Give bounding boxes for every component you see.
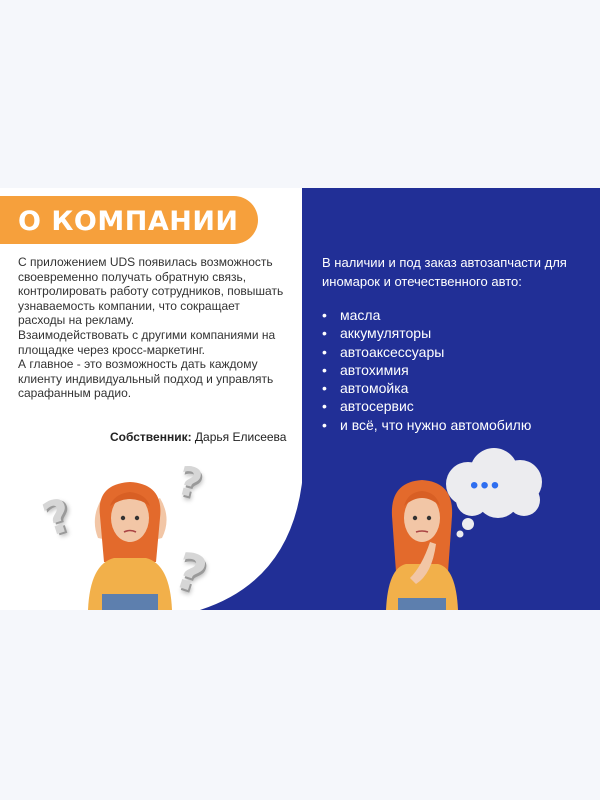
title-banner — [0, 196, 258, 244]
products-list — [322, 306, 531, 434]
about-text — [18, 255, 286, 401]
list-item — [322, 397, 531, 415]
bullet-icon: • — [322, 361, 327, 378]
bullet-icon: • — [322, 416, 327, 433]
list-item-label: автоаксессуары — [340, 343, 445, 360]
owner-line — [110, 430, 286, 444]
bullet-icon: • — [322, 325, 327, 342]
confused-girl-illustration — [80, 478, 180, 610]
list-item — [322, 306, 531, 324]
bullet-icon: • — [322, 307, 327, 323]
list-item — [322, 361, 531, 379]
thought-dots-icon: ••• — [470, 472, 502, 499]
list-item — [322, 379, 531, 397]
bullet-icon: • — [322, 380, 327, 397]
question-mark-icon: ? — [172, 457, 207, 509]
thinking-girl-illustration — [382, 478, 462, 610]
list-item-label: масла — [340, 307, 381, 323]
about-paragraph: А главное - это возможность дать каждому клиенту индивидуальный подход и управлять сарафанным радио. — [18, 357, 274, 401]
bullet-icon: • — [322, 343, 327, 360]
page-title: О КОМПАНИИ — [18, 206, 239, 237]
list-item — [322, 324, 531, 342]
list-item-label: и всё, что нужно автомобилю — [340, 416, 532, 433]
owner-name: Дарья Елисеева — [194, 430, 287, 444]
question-mark-icon: ? — [36, 487, 79, 547]
owner-label: Собственник: — [110, 430, 192, 444]
list-item-label: автомойка — [340, 380, 409, 397]
list-item-label: автосервис — [340, 398, 414, 415]
list-item — [322, 416, 531, 434]
about-paragraph: С приложением UDS появилась возможность своевременно получать обратную связь, контролировать работу сотрудников, повышать узнаваемость компании, что сокращает расходы на рекламу. — [18, 255, 284, 328]
list-item — [322, 343, 531, 361]
question-mark-icon: ? — [167, 540, 214, 606]
bullet-icon: • — [322, 398, 327, 415]
about-paragraph: Взаимодействовать с другими компаниями на площадке через кросс-маркетинг. — [18, 327, 276, 357]
list-item-label: аккумуляторы — [340, 325, 432, 342]
products-intro: В наличии и под заказ автозапчасти для иномарок и отечественного авто: — [322, 255, 567, 289]
slide — [0, 188, 600, 610]
list-item-label: автохимия — [340, 361, 409, 378]
